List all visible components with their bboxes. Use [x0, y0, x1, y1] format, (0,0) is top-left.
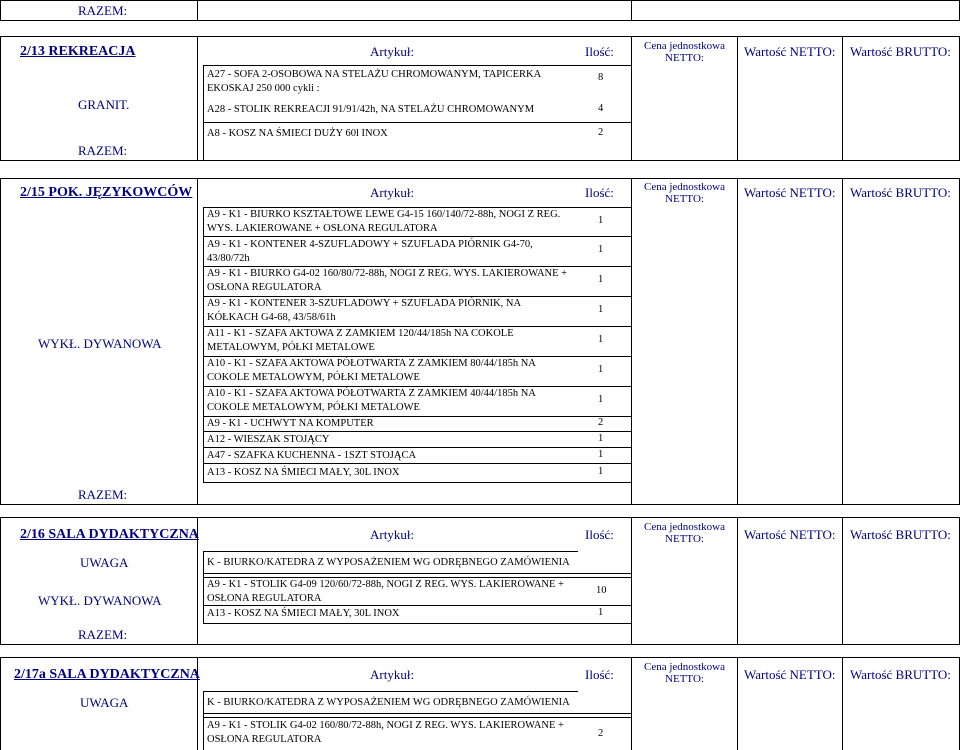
section-title: 2/13 REKREACJA [20, 44, 136, 59]
header-cena [632, 521, 737, 545]
header-ilosc: Ilość: [585, 527, 614, 542]
vendor-label: GRANIT. [78, 97, 130, 112]
section-title: 2/17a SALA DYDAKTYCZNA [14, 667, 200, 682]
header-cena [632, 661, 737, 685]
header-ilosc: Ilość: [585, 667, 614, 682]
item-quantity: 8 [598, 72, 604, 83]
item-quantity: 1 [598, 274, 604, 285]
list-item: A9 - K1 - BIURKO G4-02 160/80/72-88h, NOGI Z REG. WYS. LAKIEROWANE + OSŁONA REGULATORA [207, 268, 568, 293]
item-quantity: 1 [598, 433, 604, 444]
item-quantity: 2 [598, 728, 604, 739]
list-item: A13 - KOSZ NA ŚMIECI MAŁY, 30L INOX [207, 467, 400, 478]
note-text: K - BIURKO/KATEDRA Z WYPOSAŻENIEM WG ODRĘBNEGO ZAMÓWIENIA [207, 697, 570, 708]
header-ilosc: Ilość: [585, 44, 614, 59]
razem-label: RAZEM: [78, 627, 128, 642]
vendor-label: WYKŁ. DYWANOWA [38, 593, 162, 608]
note-text: K - BIURKO/KATEDRA Z WYPOSAŻENIEM WG ODRĘBNEGO ZAMÓWIENIA [207, 557, 570, 568]
razem-label: RAZEM: [78, 487, 128, 502]
header-cena [632, 181, 737, 205]
list-item: A27 - SOFA 2-OSOBOWA NA STELAŻU CHROMOWANYM, TAPICERKA EKOSKAJ 250 000 cykli : [207, 69, 541, 94]
section-title: 2/15 POK. JĘZYKOWCÓW [20, 185, 193, 200]
header-wartosc-brutto: Wartość BRUTTO: [850, 44, 951, 59]
header-wartosc-netto: Wartość NETTO: [744, 44, 836, 59]
vendor-label: WYKŁ. DYWANOWA [38, 336, 162, 351]
list-item: A8 - KOSZ NA ŚMIECI DUŻY 60l INOX [207, 128, 388, 139]
item-quantity: 1 [598, 215, 604, 226]
list-item: A9 - K1 - STOLIK G4-02 160/80/72-88h, NOGI Z REG. WYS. LAKIEROWANE + OSŁONA REGULATORA [207, 720, 564, 745]
header-cena-line2: NETTO: [665, 193, 704, 205]
header-wartosc-netto: Wartość NETTO: [744, 527, 836, 542]
top-razem-label: RAZEM: [78, 3, 128, 18]
header-artykul: Artykuł: [370, 667, 415, 682]
list-item: A9 - K1 - KONTENER 3-SZUFLADOWY + SZUFLADA PIÓRNIK, NA KÓŁKACH G4-68, 43/58/61h [207, 298, 521, 323]
header-artykul: Artykuł: [370, 185, 415, 200]
list-item: A10 - K1 - SZAFA AKTOWA PÓŁOTWARTA Z ZAMKIEM 40/44/185h NA COKOLE METALOWYM, PÓŁKI METALOWE [207, 388, 536, 413]
header-wartosc-brutto: Wartość BRUTTO: [850, 185, 951, 200]
header-wartosc-brutto: Wartość BRUTTO: [850, 667, 951, 682]
list-item: A11 - K1 - SZAFA AKTOWA Z ZAMKIEM 120/44/185h NA COKOLE METALOWYM, PÓŁKI METALOWE [207, 328, 514, 353]
header-cena-line1: Cena jednostkowa [644, 181, 725, 193]
list-item: A28 - STOLIK REKREACJI 91/91/42h, NA STELAŻU CHROMOWANYM [207, 104, 535, 115]
item-quantity: 1 [598, 304, 604, 315]
item-quantity: 4 [598, 103, 604, 114]
header-wartosc-brutto: Wartość BRUTTO: [850, 527, 951, 542]
section-title: 2/16 SALA DYDAKTYCZNA [20, 527, 199, 542]
uwaga-label: UWAGA [80, 555, 129, 570]
item-quantity: 1 [598, 394, 604, 405]
list-item: A10 - K1 - SZAFA AKTOWA PÓŁOTWARTA Z ZAMKIEM 80/44/185h NA COKOLE METALOWYM, PÓŁKI METALOWE [207, 358, 536, 383]
list-item: A9 - K1 - STOLIK G4-09 120/60/72-88h, NOGI Z REG. WYS. LAKIEROWANE + OSŁONA REGULATORA [207, 579, 564, 604]
item-quantity: 1 [598, 364, 604, 375]
uwaga-label: UWAGA [80, 695, 129, 710]
list-item: A12 - WIESZAK STOJĄCY [207, 434, 330, 445]
header-wartosc-netto: Wartość NETTO: [744, 667, 836, 682]
header-cena [632, 40, 737, 64]
header-cena-line2: NETTO: [665, 533, 704, 545]
item-quantity: 1 [598, 466, 604, 477]
item-quantity: 1 [598, 244, 604, 255]
item-quantity: 2 [598, 417, 604, 428]
header-cena-line1: Cena jednostkowa [644, 661, 725, 673]
item-quantity: 1 [598, 607, 604, 618]
item-quantity: 10 [596, 585, 607, 596]
header-cena-line1: Cena jednostkowa [644, 40, 725, 52]
header-wartosc-netto: Wartość NETTO: [744, 185, 836, 200]
list-item: A13 - KOSZ NA ŚMIECI MAŁY, 30L INOX [207, 608, 400, 619]
list-item: A9 - K1 - BIURKO KSZTAŁTOWE LEWE G4-15 160/140/72-88h, NOGI Z REG. WYS. LAKIEROWANE + OSŁONA REGULATORA [207, 209, 561, 234]
header-cena-line2: NETTO: [665, 673, 704, 685]
header-ilosc: Ilość: [585, 185, 614, 200]
header-artykul: Artykuł: [370, 44, 415, 59]
list-item: A9 - K1 - UCHWYT NA KOMPUTER [207, 418, 374, 429]
list-item: A9 - K1 - KONTENER 4-SZUFLADOWY + SZUFLADA PIÓRNIK G4-70, 43/80/72h [207, 239, 533, 264]
item-quantity: 2 [598, 127, 604, 138]
header-cena-line1: Cena jednostkowa [644, 521, 725, 533]
razem-label: RAZEM: [78, 143, 128, 158]
item-quantity: 1 [598, 334, 604, 345]
header-artykul: Artykuł: [370, 527, 415, 542]
header-cena-line2: NETTO: [665, 52, 704, 64]
list-item: A47 - SZAFKA KUCHENNA - 1SZT STOJĄCA [207, 450, 417, 461]
item-quantity: 1 [598, 449, 604, 460]
